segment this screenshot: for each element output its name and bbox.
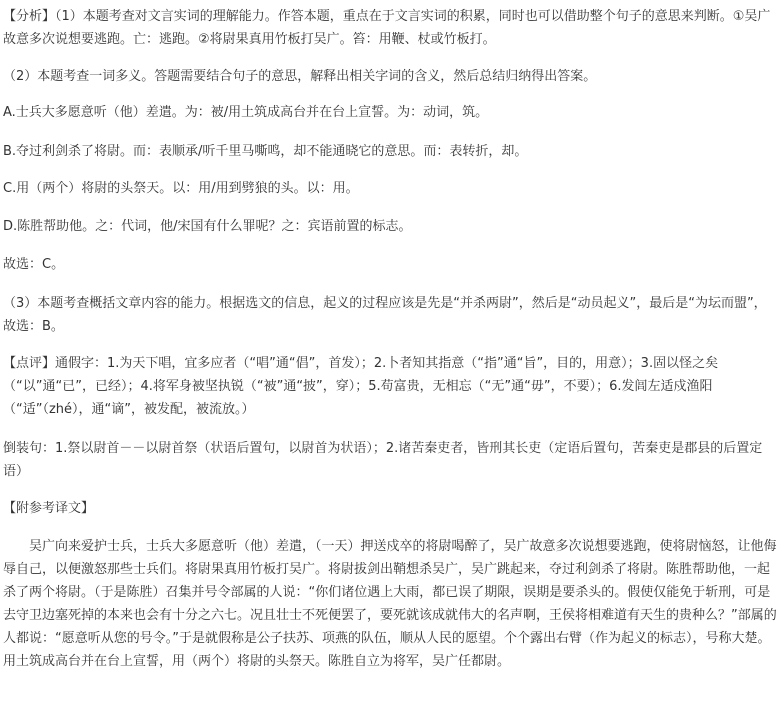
option-a: A.士兵大多愿意听（他）差遣。为：被/用土筑成高台并在台上宣誓。为：动词，筑。: [3, 105, 489, 120]
comment-daozhuang: 倒装句：1.祭以尉首－－以尉首祭（状语后置句，以尉首为状语）；2.诸苦秦吏者，皆刑其长吏（定语后置句，苦秦吏是郡县的后置定语）: [3, 441, 763, 479]
analysis-part-3: （3）本题考查概括文章内容的能力。根据选文的信息，起义的过程应该是先是“并杀两尉”，然后是“动员起义”，最后是“为坛而盟”，故选：B。: [3, 296, 767, 334]
option-b: B.夺过利剑杀了将尉。而：表顺承/听千里马嘶鸣，却不能通晓它的意思。而：表转折，却。: [3, 144, 528, 159]
analysis-part-2: （2）本题考查一词多义。答题需要结合句子的意思，解释出相关字词的含义，然后总结归纳得出答案。: [3, 69, 597, 84]
option-d: D.陈胜帮助他。之：代词，他/宋国有什么罪呢？之：宾语前置的标志。: [3, 219, 412, 234]
translation-heading: 【附参考译文】: [3, 501, 95, 516]
option-c: C.用（两个）将尉的头祭天。以：用/用到劈狼的头。以：用。: [3, 181, 359, 196]
comment-tongjiazi: 【点评】通假字：1.为天下唱，宜多应者（“唱”通“倡”，首发）；2.卜者知其指意（“指”通“旨”，目的，用意）；3.固以怪之矣（“以”通“已”，已经）；4.将军身被坚执锐（“被”通“披”，穿）；5.苟富贵，无相忘（“无”通“毋”，不要）；6.发闾左适戍渔阳（“适”（zhé），通“谪”，被发配，被流放。）: [3, 356, 719, 417]
translation-body: 吴广向来爱护士兵，士兵大多愿意听（他）差遣，（一天）押送戍卒的将尉喝醉了，吴广故意多次说想要逃跑，使将尉恼怒，让他侮辱自己，以便激怒那些士兵们。将尉果真用竹板打吴广。将尉拔剑出鞘想杀吴广，吴广跳起来，夺过利剑杀了将尉。陈胜帮助他，一起杀了两个将尉。（于是陈胜）召集并号令部属的人说：“你们诸位遇上大雨，都已误了期限，误期是要杀头的。假使仅能免于斩刑，可是去守卫边塞死掉的本来也会有十分之六七。况且壮士不死便罢了，要死就该成就伟大的名声啊，王侯将相难道有天生的贵种么？”部属的人都说：“愿意听从您的号令。”于是就假称是公子扶苏、项燕的队伍，顺从人民的愿望。个个露出右臂（作为起义的标志），号称大楚。用土筑成高台并在台上宣誓，用（两个）将尉的头祭天。陈胜自立为将军，吴广任都尉。: [3, 539, 777, 669]
analysis-part-1: 【分析】（1）本题考查对文言实词的理解能力。作答本题，重点在于文言实词的积累，同时也可以借助整个句子的意思来判断。①吴广故意多次说想要逃跑。亡：逃跑。②将尉果真用竹板打吴广。笞：用鞭、杖或竹板打。: [3, 9, 771, 47]
answer-part-2: 故选：C。: [3, 257, 65, 272]
